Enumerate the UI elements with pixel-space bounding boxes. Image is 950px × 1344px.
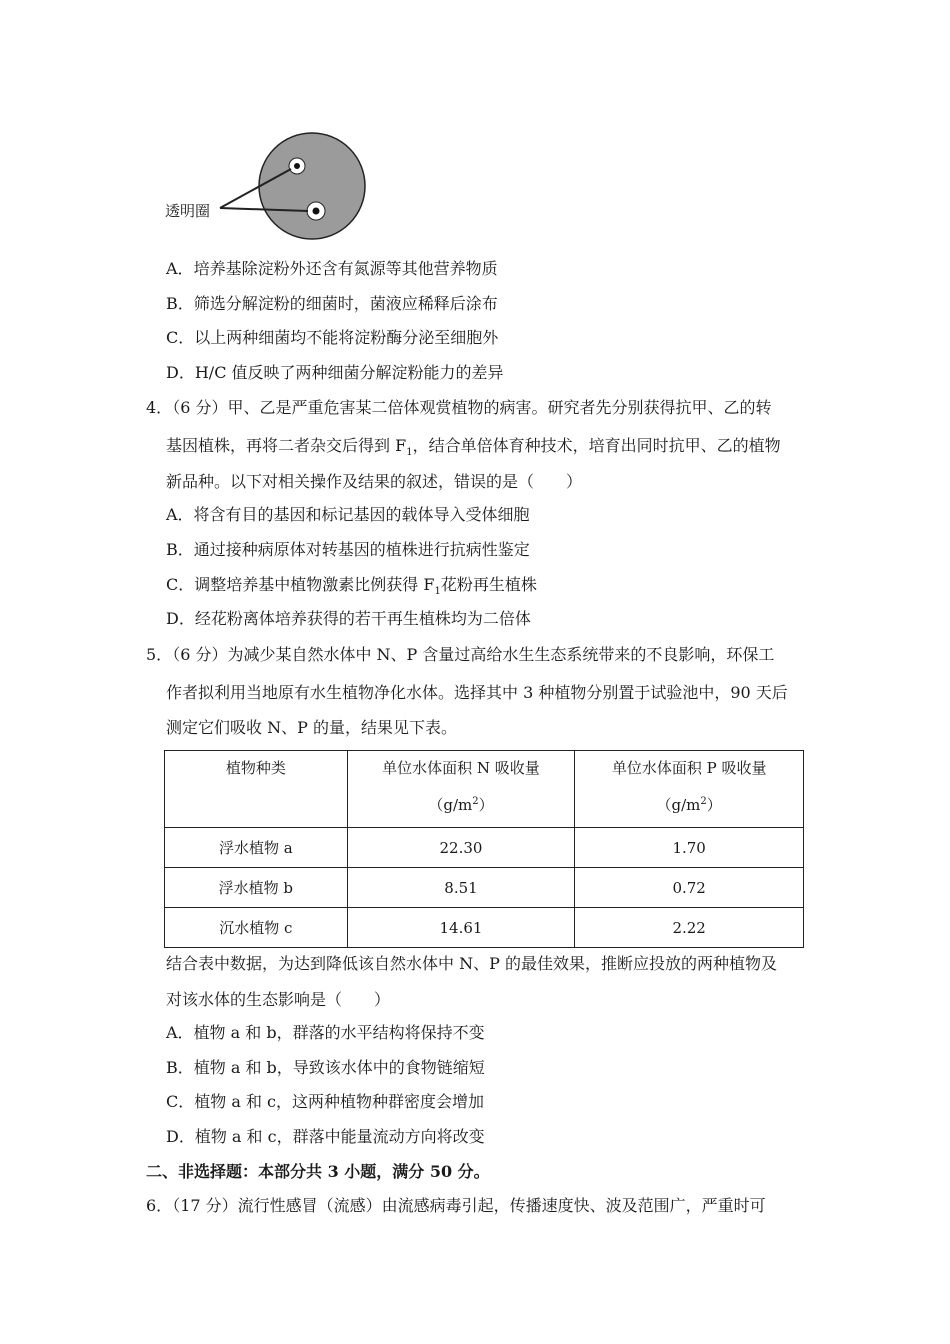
- q5-after-line2: 对该水体的生态影响是（ ）: [166, 990, 391, 1009]
- q4-option-c-pre: C．调整培养基中植物激素比例获得 F: [166, 575, 435, 594]
- q6-stem-line1: [146, 1196, 766, 1216]
- q4-stem-line1: [146, 398, 771, 418]
- q4-option-b: B．通过接种病原体对转基因的植株进行抗病性鉴定: [166, 540, 530, 559]
- q4-line1-text: （6 分）甲、乙是严重危害某二倍体观赏植物的病害。研究者先分别获得抗甲、乙的转: [172, 398, 772, 417]
- q5-option-a: A．植物 a 和 b，群落的水平结构将保持不变: [166, 1023, 485, 1042]
- cell-n-value: 8.51: [347, 868, 575, 908]
- q3-option-d: [166, 363, 504, 383]
- q5-line1-text: （6 分）为减少某自然水体中 N、P 含量过高给水生生态系统带来的不良影响，环保工: [172, 645, 775, 664]
- table-row: [165, 828, 804, 868]
- table-row: [165, 868, 804, 908]
- header-p-unit: $(g/m^2)$: [656, 796, 722, 814]
- q3-option-a-text: 培养基除淀粉外还含有氮源等其他营养物质: [193, 259, 498, 278]
- q5-stem-line1: [146, 645, 774, 665]
- colony-2: [313, 208, 320, 215]
- cell-n-value: 14.61: [347, 908, 575, 948]
- q3-option-d-text: H/C 值反映了两种细菌分解淀粉能力的差异: [194, 363, 504, 382]
- cell-p-value: 0.72: [575, 868, 804, 908]
- q5-stem-line3: 测定它们吸收 N、P 的量，结果见下表。: [166, 718, 457, 737]
- q4-option-c-sub: 1: [434, 586, 441, 598]
- q5-after-line1: 结合表中数据，为达到降低该自然水体中 N、P 的最佳效果，推断应投放的两种植物及: [166, 954, 777, 973]
- q3-option-b-text: 筛选分解淀粉的细菌时，菌液应稀释后涂布: [193, 294, 498, 313]
- q4-stem-line3: 新品种。以下对相关操作及结果的叙述，错误的是（ ）: [166, 472, 583, 491]
- q3-option-b: [166, 294, 498, 314]
- q3-option-b-label: B．: [166, 294, 194, 313]
- q4-option-d: D．经花粉离体培养获得的若干再生植株均为二倍体: [166, 609, 531, 628]
- cell-p-value: 1.70: [575, 828, 804, 868]
- q4-number: 4．: [146, 398, 173, 417]
- q4-line2-sub: 1: [406, 447, 413, 459]
- q3-option-c-text: 以上两种细菌均不能将淀粉酶分泌至细胞外: [194, 328, 499, 347]
- header-n-absorption: 单位水体面积 N 吸收量 $(g/m^2)$: [347, 751, 575, 828]
- header-p-absorption: 单位水体面积 P 吸收量 $(g/m^2)$: [575, 751, 804, 828]
- petri-dish-diagram: [160, 128, 380, 243]
- q4-stem-line2: [166, 436, 781, 463]
- q3-option-d-label: D．: [166, 363, 195, 382]
- q3-option-a-label: A．: [166, 259, 194, 278]
- cell-plant: 浮水植物 a: [165, 828, 348, 868]
- table-row: [165, 908, 804, 948]
- table-header-row: [165, 751, 804, 828]
- q6-number: 6．: [146, 1196, 173, 1215]
- cell-plant: 沉水植物 c: [165, 908, 348, 948]
- cell-p-value: 2.22: [575, 908, 804, 948]
- section-heading: 二、非选择题：本部分共 3 小题，满分 50 分。: [146, 1162, 490, 1181]
- q5-stem-line2: 作者拟利用当地原有水生植物净化水体。选择其中 3 种植物分别置于试验池中，90 天后: [166, 683, 788, 702]
- petri-dish-figure: [160, 128, 380, 243]
- q5-option-c: C．植物 a 和 c，这两种植物种群密度会增加: [166, 1092, 485, 1111]
- header-plant-type: 植物种类: [165, 751, 348, 828]
- q5-option-b: B．植物 a 和 b，导致该水体中的食物链缩短: [166, 1058, 485, 1077]
- q4-line2-pre: 基因植株，再将二者杂交后得到 F: [166, 436, 407, 455]
- absorption-table: [164, 750, 804, 948]
- q4-line2-post: ，结合单倍体育种技术，培育出同时抗甲、乙的植物: [412, 436, 781, 455]
- cell-n-value: 22.30: [347, 828, 575, 868]
- cell-plant: 浮水植物 b: [165, 868, 348, 908]
- clear-zone-label: 透明圈: [165, 202, 211, 220]
- q3-option-a: [166, 259, 498, 279]
- q5-option-d: D．植物 a 和 c，群落中能量流动方向将改变: [166, 1127, 485, 1146]
- header-n-unit: $(g/m^2)$: [428, 796, 494, 814]
- q5-number: 5．: [146, 645, 173, 664]
- q6-line1-text: （17 分）流行性感冒（流感）由流感病毒引起，传播速度快、波及范围广，严重时可: [172, 1196, 766, 1215]
- q3-option-c: [166, 328, 498, 348]
- petri-dish: [259, 133, 365, 239]
- colony-1: [294, 163, 300, 169]
- q3-option-c-label: C．: [166, 328, 195, 347]
- q4-option-c: [166, 575, 537, 602]
- q4-option-a: A．将含有目的基因和标记基因的载体导入受体细胞: [166, 505, 530, 524]
- q4-option-c-post: 花粉再生植株: [440, 575, 537, 594]
